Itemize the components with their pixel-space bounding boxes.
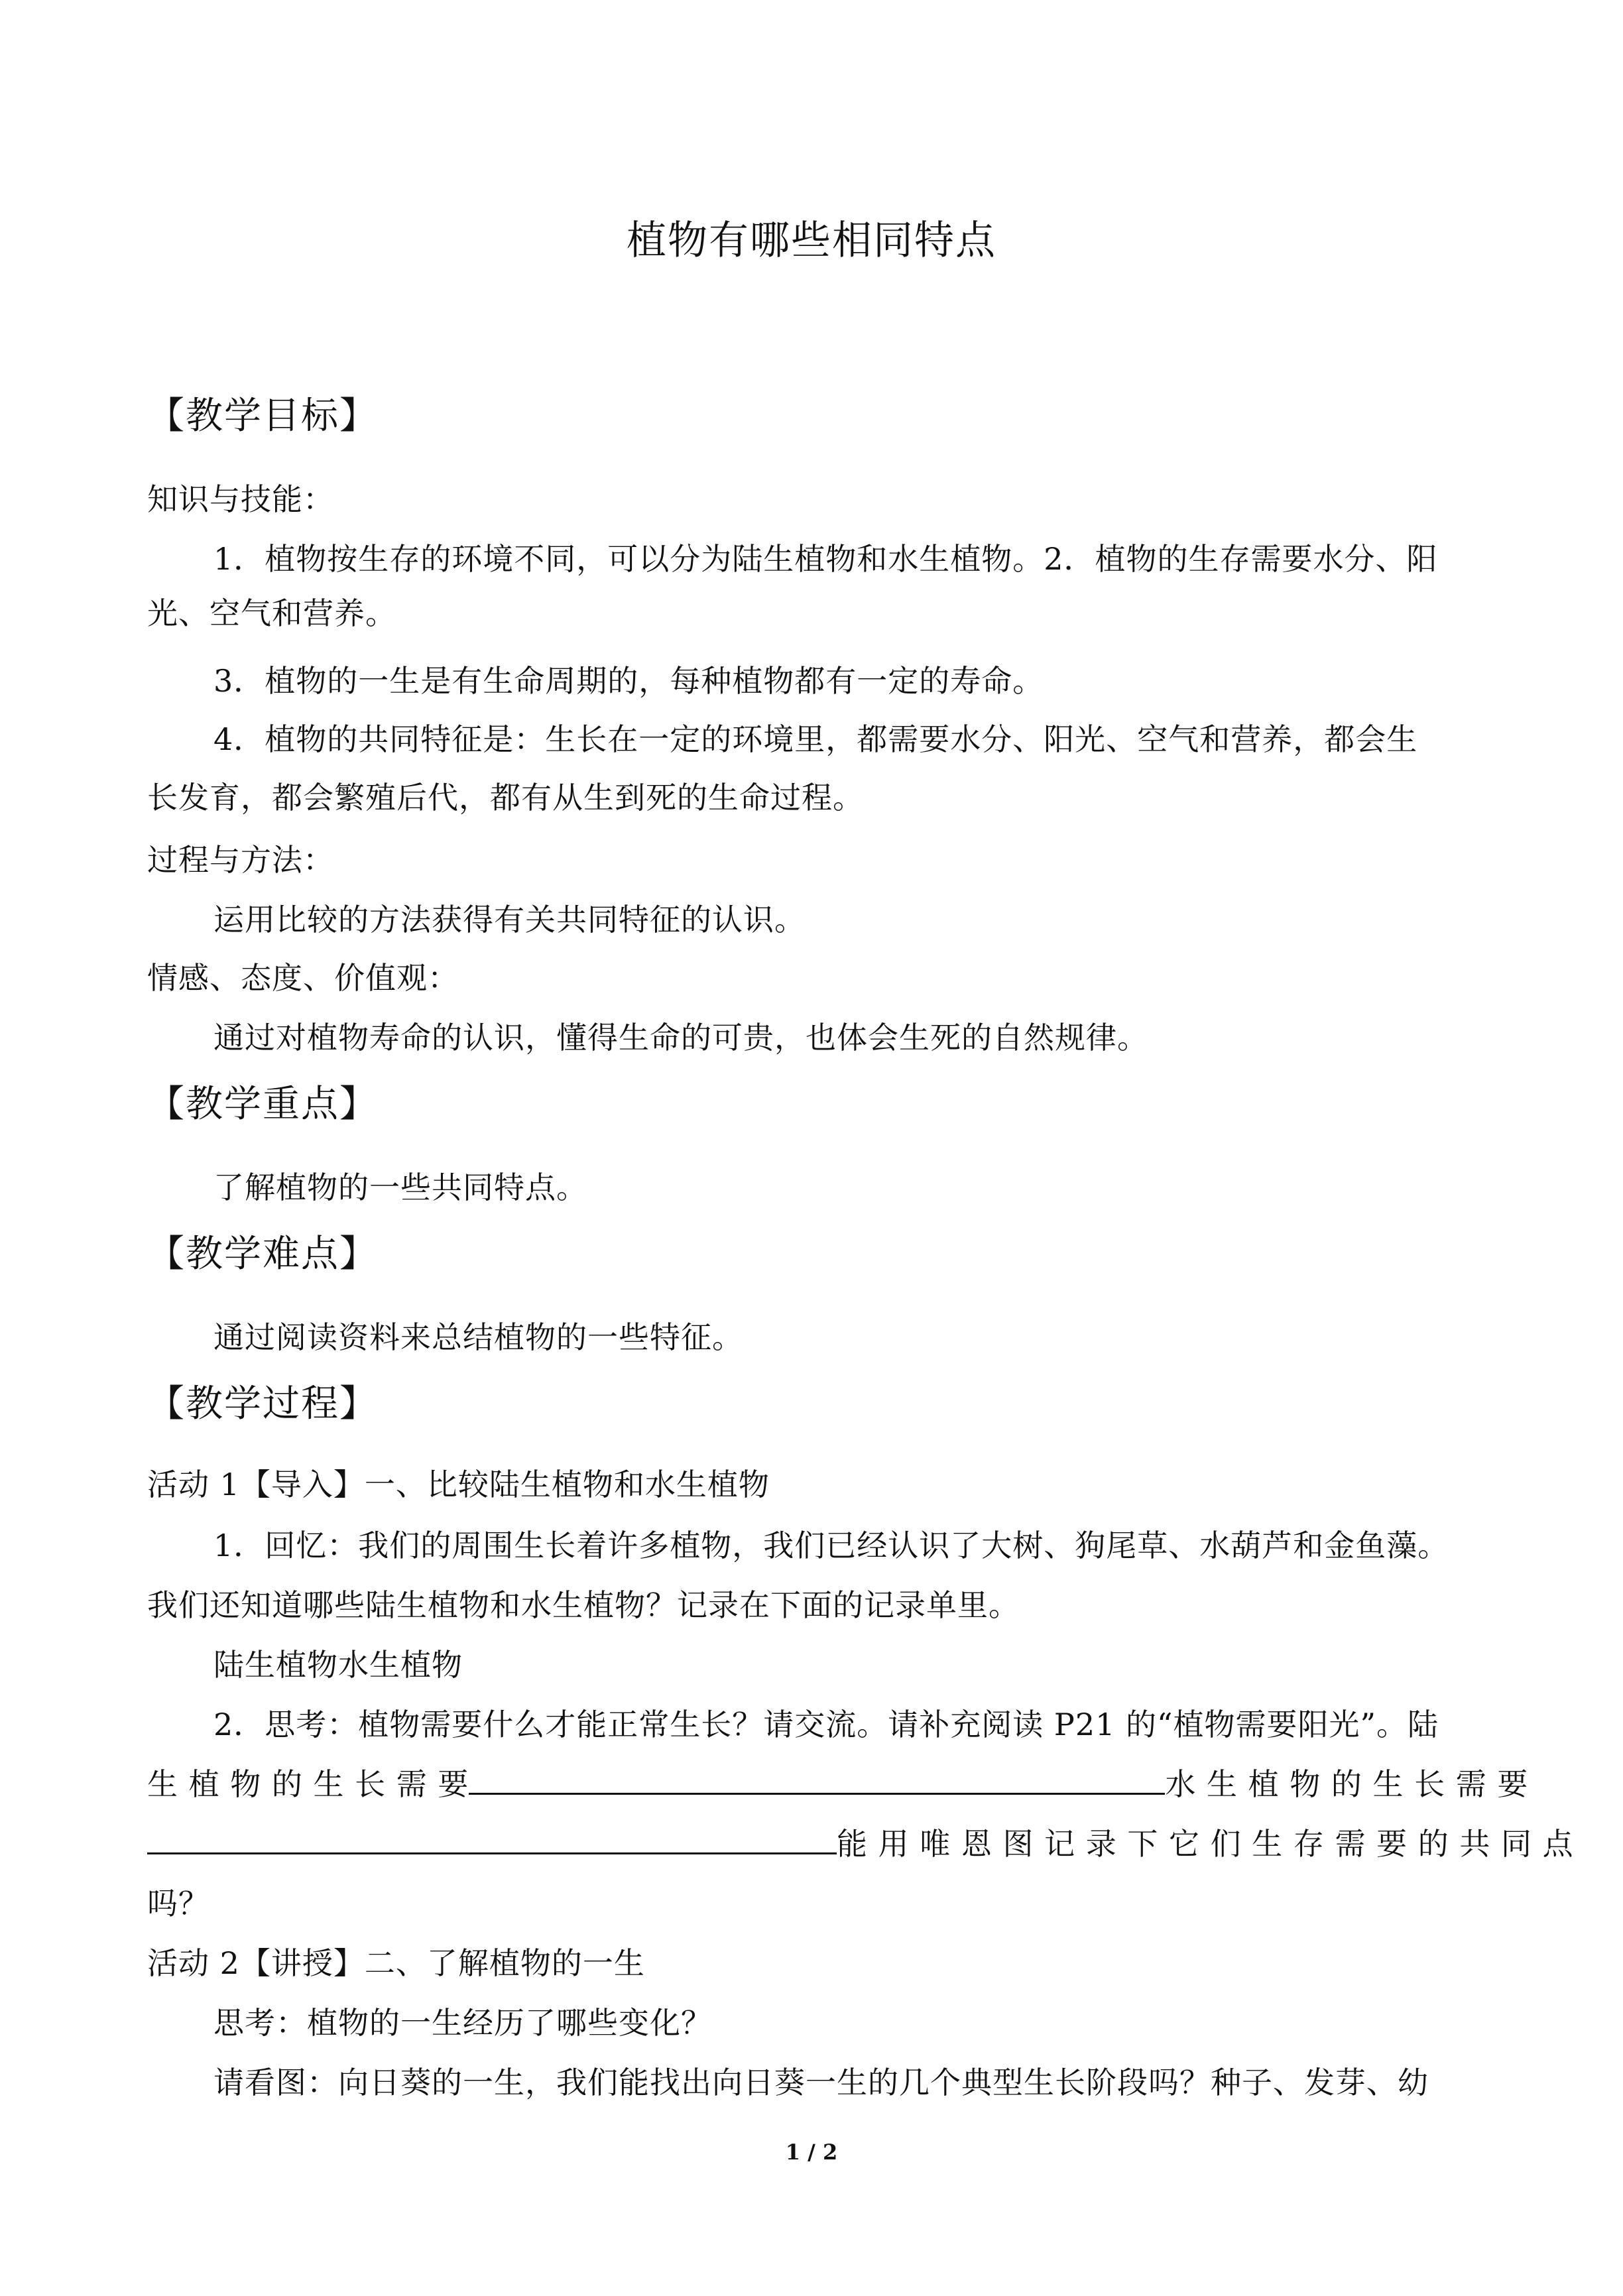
activity-2-title: 活动 2【讲授】二、了解植物的一生 (147, 1945, 645, 1981)
record-table-headers: 陆生植物水生植物 (213, 1647, 463, 1683)
knowledge-item-3: 3．植物的一生是有生命周期的，每种植物都有一定的寿命。 (213, 663, 1044, 699)
key-points-text: 了解植物的一些共同特点。 (213, 1170, 587, 1205)
activity-1-item-2: 2．思考：植物需要什么才能正常生长？请交流。请补充阅读 P21 的“植物需要阳光”。陆 (213, 1707, 1439, 1742)
knowledge-item-4-cont: 长发育，都会繁殖后代，都有从生到死的生命过程。 (147, 780, 864, 816)
difficulties-text: 通过阅读资料来总结植物的一些特征。 (213, 1319, 743, 1355)
fill-in-line-1 (147, 1761, 1529, 1807)
land-plant-needs-label: 生 植 物 的 生 长 需 要 (147, 1766, 469, 1802)
water-plant-needs-blank (147, 1823, 837, 1854)
water-plant-needs-label: 水 生 植 物 的 生 长 需 要 (1165, 1766, 1529, 1802)
fill-in-line-2 (147, 1821, 1574, 1867)
activity-1-item-1-cont: 我们还知道哪些陆生植物和水生植物？记录在下面的记录单里。 (147, 1587, 1020, 1623)
venn-question: 能 用 唯 恩 图 记 录 下 它 们 生 存 需 要 的 共 同 点 (837, 1826, 1574, 1862)
knowledge-label: 知识与技能： (147, 481, 334, 517)
method-label: 过程与方法： (147, 842, 334, 878)
section-heading-difficulties: 【教学难点】 (147, 1233, 378, 1276)
knowledge-item-1: 1．植物按生存的环境不同，可以分为陆生植物和水生植物。2．植物的生存需要水分、阳 (213, 541, 1438, 577)
attitude-label: 情感、态度、价值观： (147, 960, 459, 996)
land-plant-needs-blank (469, 1764, 1165, 1795)
section-heading-key-points: 【教学重点】 (147, 1083, 378, 1126)
knowledge-item-4: 4．植物的共同特征是：生长在一定的环境里，都需要水分、阳光、空气和营养，都会生 (213, 721, 1418, 757)
activity-1-item-1: 1．回忆：我们的周围生长着许多植物，我们已经认识了大树、狗尾草、水葫芦和金鱼藻。 (213, 1528, 1449, 1563)
attitude-text: 通过对植物寿命的认识，懂得生命的可贵，也体会生死的自然规律。 (213, 1020, 1148, 1056)
activity-1-title: 活动 1【导入】一、比较陆生植物和水生植物 (147, 1467, 770, 1502)
page-title: 植物有哪些相同特点 (627, 217, 996, 264)
activity-2-see: 请看图：向日葵的一生，我们能找出向日葵一生的几个典型生长阶段吗？种子、发芽、幼 (213, 2065, 1429, 2100)
page-number: 1 / 2 (785, 2140, 838, 2165)
method-text: 运用比较的方法获得有关共同特征的认识。 (213, 902, 806, 937)
knowledge-item-1-cont: 光、空气和营养。 (147, 595, 396, 631)
section-heading-objectives: 【教学目标】 (147, 394, 378, 438)
activity-2-think: 思考：植物的一生经历了哪些变化？ (213, 2005, 712, 2041)
venn-question-end: 吗？ (147, 1886, 210, 1921)
section-heading-process: 【教学过程】 (147, 1382, 378, 1425)
